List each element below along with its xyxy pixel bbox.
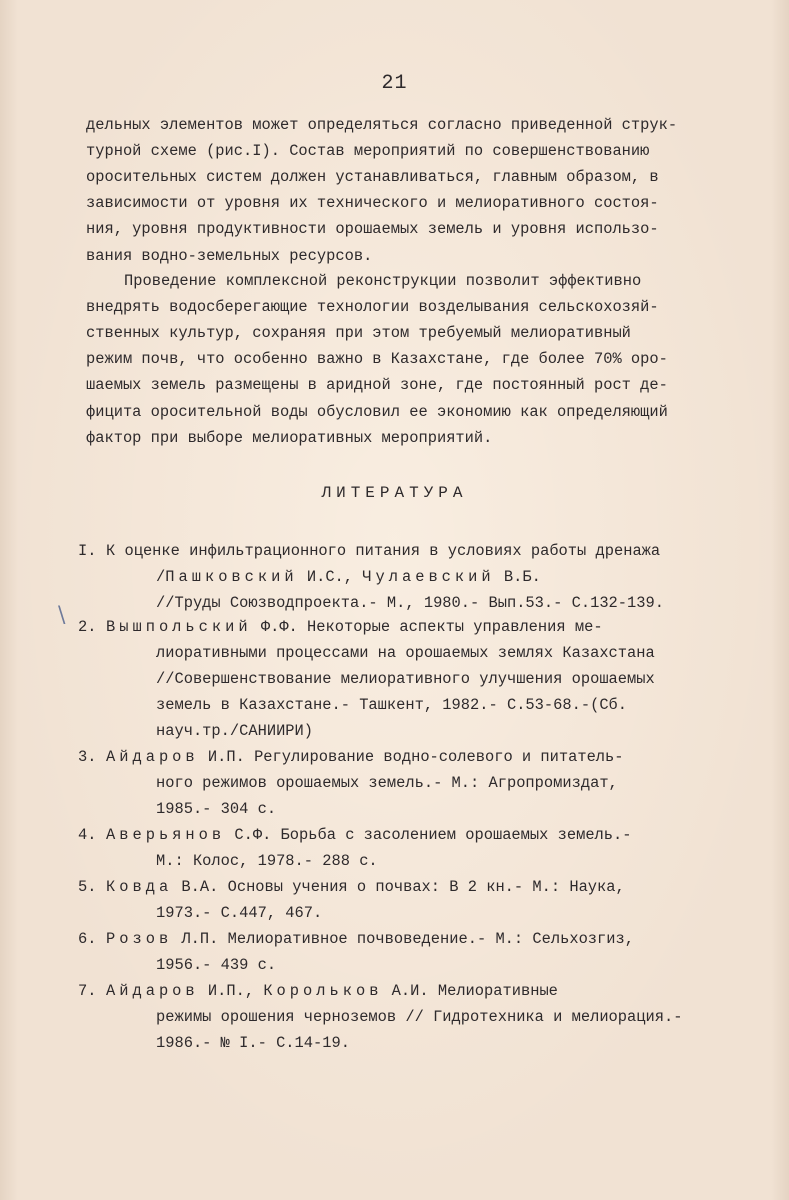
reference-text: /: [156, 568, 166, 587]
reference-text: А.И. Мелиоративные: [382, 982, 558, 1000]
author-name: Айдаров: [106, 982, 199, 1000]
reference-number: 5.: [78, 878, 97, 896]
reference-line: [156, 718, 313, 744]
author-name: Пашковский: [165, 568, 298, 587]
paragraph-line: оросительных систем должен устанавливаться, главным образом, в: [86, 168, 659, 187]
paragraph-line: ственных культур, сохраняя при этом требуемый мелиоративный: [86, 324, 631, 343]
reference-text: земель в Казахстане.- Ташкент, 1982.- С.53-68.-(Сб.: [156, 696, 628, 715]
reference-text: лиоративными процессами на орошаемых землях Казахстана: [156, 644, 655, 663]
reference-line: [106, 744, 624, 770]
reference-line: [106, 926, 634, 952]
reference-text: науч.тр./САНИИРИ): [156, 722, 314, 741]
paragraph-line: турной схеме (рис.I). Состав мероприятий по совершенствованию: [86, 142, 650, 161]
author-name: Корольков: [263, 982, 383, 1000]
reference-line: [156, 640, 655, 666]
paragraph-line: внедрять водосберегающие технологии возделывания сельскохозяй-: [86, 298, 659, 317]
reference-line: [156, 590, 664, 616]
reference-text: ного режимов орошаемых земель.- М.: Агропромиздат,: [156, 774, 618, 793]
reference-number: I.: [78, 542, 97, 560]
reference-line: [156, 564, 541, 590]
author-name: Розов: [106, 930, 173, 948]
paragraph-line: фицита оросительной воды обусловил ее экономию как определяющий: [86, 402, 668, 421]
reference-text: В.А. Основы учения о почвах: В 2 кн.- М.: Наука,: [172, 878, 625, 896]
author-name: Ковда: [106, 878, 173, 896]
author-name: Аверьянов: [106, 826, 226, 844]
paragraph-line: режим почв, что особенно важно в Казахстане, где более 70% оро-: [86, 350, 668, 369]
reference-line: [156, 666, 655, 692]
reference-text: //Труды Союзводпроекта.- М., 1980.- Вып.53.- С.132-139.: [156, 594, 664, 613]
reference-text: М.: Колос, 1978.- 288 с.: [156, 852, 378, 871]
reference-line: [106, 822, 632, 848]
reference-text: Ф.Ф. Некоторые аспекты управления ме-: [251, 618, 603, 636]
reference-text: 1973.- С.447, 467.: [156, 904, 323, 923]
reference-text: И.П.,: [198, 982, 264, 1000]
paragraph-line: зависимости от уровня их технического и мелиоративного состоя-: [86, 194, 659, 213]
reference-line: [156, 900, 322, 926]
reference-text: 1986.- № I.- С.14-19.: [156, 1034, 350, 1053]
paragraph-line: дельных элементов может определяться согласно приведенной струк-: [86, 116, 678, 134]
reference-text: И.С.,: [297, 568, 363, 587]
reference-text: Л.П. Мелиоративное почвоведение.- М.: Сельхозгиз,: [172, 930, 634, 948]
author-name: Вышпольский: [106, 618, 252, 636]
reference-text: В.Б.: [494, 568, 541, 587]
reference-line: [106, 614, 603, 640]
paragraph-line: ния, уровня продуктивности орошаемых земель и уровня использо-: [86, 220, 659, 239]
paragraph-line: вания водно-земельных ресурсов.: [86, 246, 373, 265]
reference-line: [156, 1030, 350, 1056]
reference-text: режимы орошения черноземов // Гидротехника и мелиорация.-: [156, 1008, 683, 1027]
paragraph-line: Проведение комплексной реконструкции позволит эффективно: [124, 272, 642, 290]
reference-number: 4.: [78, 826, 97, 844]
reference-text: С.Ф. Борьба с засолением орошаемых земель.-: [225, 826, 632, 844]
page-number: 21: [381, 72, 408, 95]
author-name: Айдаров: [106, 748, 199, 766]
reference-line: [106, 874, 625, 900]
reference-line: [106, 538, 660, 564]
reference-line: [156, 1004, 682, 1030]
reference-line: [156, 848, 378, 874]
reference-text: //Совершенствование мелиоративного улучшения орошаемых: [156, 670, 655, 689]
reference-text: И.П. Регулирование водно-солевого и питатель-: [198, 748, 624, 766]
reference-text: К оценке инфильтрационного питания в условиях работы дренажа: [106, 542, 661, 560]
reference-number: 3.: [78, 748, 97, 766]
reference-number: 6.: [78, 930, 97, 948]
reference-text: 1985.- 304 с.: [156, 800, 277, 819]
paragraph-line: фактор при выборе мелиоративных мероприятий.: [86, 428, 493, 447]
pencil-tick-mark: \: [58, 603, 66, 628]
reference-line: [106, 978, 558, 1004]
reference-line: [156, 692, 627, 718]
reference-line: [156, 952, 276, 978]
reference-number: 2.: [78, 618, 97, 636]
paragraph-line: шаемых земель размещены в аридной зоне, где постоянный рост де-: [86, 376, 668, 395]
reference-text: 1956.- 439 с.: [156, 956, 277, 975]
reference-line: [156, 796, 276, 822]
reference-line: [156, 770, 618, 796]
references-heading: ЛИТЕРАТУРА: [321, 484, 468, 502]
author-name: Чулаевский: [362, 568, 495, 587]
reference-number: 7.: [78, 982, 97, 1000]
